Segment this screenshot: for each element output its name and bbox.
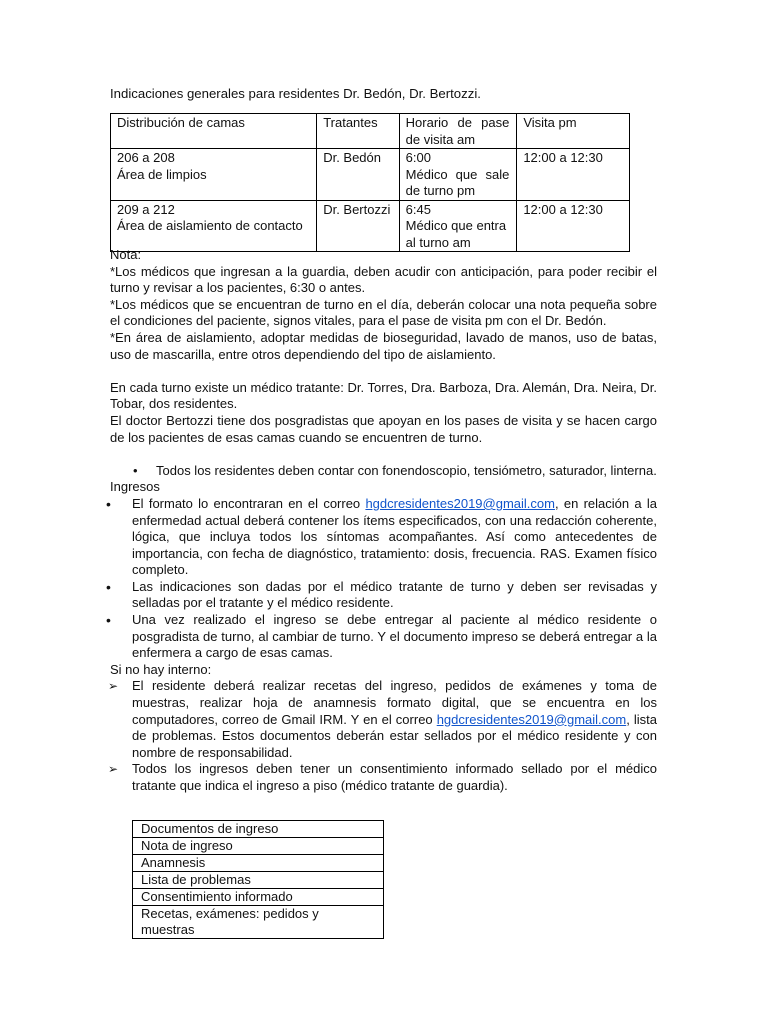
pm-time-cell: 12:00 a 12:30 <box>517 149 630 201</box>
table-header-row <box>111 114 630 149</box>
ingresos-text-b: , en relación a la enfermedad actual deberá contener los ítems especificados, con una redacción coherente, lógica, que incluya todos los síntomas acompañantes. Así como antecedentes de importancia, con fecha de diagnóstico, tratamiento: dosis, frecuencia. RAS. Examen físico completo. <box>132 495 657 578</box>
note-item: *En área de aislamiento, adoptar medidas de bioseguridad, lavado de manos, uso de batas, uso de mascarilla, entre otros dependiendo del tipo de aislamiento. <box>110 329 657 362</box>
doctor-cell: Dr. Bedón <box>317 149 399 201</box>
list-item <box>110 678 657 761</box>
ingresos-heading: Ingresos <box>110 479 160 495</box>
header-beds: Distribución de camas <box>111 114 317 149</box>
arrow-bullet-icon: ➢ <box>108 679 119 694</box>
beds-cell <box>111 149 317 201</box>
email-link[interactable]: hgdcresidentes2019@gmail.com <box>436 711 627 727</box>
note-item: *Los médicos que se encuentran de turno en el día, deberán colocar una nota pequeña sobre el condiciones del paciente, signos vitales, para el pase de visita pm con el Dr. Bedón. <box>110 296 657 329</box>
equipment-item <box>110 463 657 480</box>
header-pm-visit: Visita pm <box>517 114 630 149</box>
doctor-cell: Dr. Bertozzi <box>317 200 399 252</box>
table-row <box>111 149 630 201</box>
no-intranet-text-a: El residente deberá realizar recetas del ingreso, pedidos de exámenes y toma de muestras, realizar hoja de anamnesis formato digital, que se encuentra en los computadores, correo de Gmail IRM. Y en el correo <box>132 678 657 727</box>
list-item <box>106 612 657 662</box>
email-link[interactable]: hgdcresidentes2019@gmail.com <box>365 495 555 511</box>
ingresos-text: Una vez realizado el ingreso se debe entregar al paciente al médico residente o posgradista de turno, al cambiar de turno. Y el documento impreso se deberá entregar a la enfermera a cargo de esas camas. <box>132 612 657 661</box>
ingresos-text-a: El formato lo encontraran en el correo <box>132 495 366 511</box>
note-item: *Los médicos que ingresan a la guardia, deben acudir con anticipación, para poder recibir el turno y revisar a los pacientes, 6:30 o antes. <box>110 263 657 296</box>
pm-time-cell: 12:00 a 12:30 <box>517 200 630 252</box>
bullet-icon: • <box>133 462 138 478</box>
document-title: Indicaciones generales para residentes Dr. Bedón, Dr. Bertozzi. <box>110 86 481 101</box>
table-row <box>111 200 630 252</box>
documents-item: Consentimiento informado <box>133 889 384 906</box>
documents-header: Documentos de ingreso <box>133 821 384 838</box>
no-intranet-text: Todos los ingresos deben tener un consentimiento informado sellado por el médico tratante que indica el ingreso a piso (médico tratante de guardia). <box>132 761 657 793</box>
documents-item: Nota de ingreso <box>133 838 384 855</box>
notes-heading: Nota: <box>110 247 142 262</box>
documents-table <box>132 820 384 939</box>
beds-area: Área de aislamiento de contacto <box>117 218 303 233</box>
paragraph-attending: En cada turno existe un médico tratante: Dr. Torres, Dra. Barboza, Dra. Alemán, Dra. Neira, Dr. Tobar, dos residentes. <box>110 379 657 412</box>
list-item <box>110 761 657 794</box>
beds-range: 206 a 208 <box>117 150 175 165</box>
am-time-cell <box>399 200 517 252</box>
no-intranet-heading: Si no hay interno: <box>110 661 212 677</box>
am-time-note: Médico que entra al turno am <box>405 218 507 250</box>
am-time-note: Médico que sale de turno pm <box>405 166 510 198</box>
header-am-visit: Horario de pase de visita am <box>399 114 517 149</box>
paragraph-bertozzi: El doctor Bertozzi tiene dos posgradistas que apoyan en los pases de visita y se hacen cargo de los pacientes de esas camas cuando se encuentren de turno. <box>110 412 657 445</box>
bullet-icon: • <box>106 578 111 595</box>
beds-cell <box>111 200 317 252</box>
bullet-icon: • <box>106 495 111 512</box>
header-doctors: Tratantes <box>317 114 399 149</box>
beds-area: Área de limpios <box>117 166 207 182</box>
am-time: 6:00 <box>405 150 431 165</box>
no-intranet-text-b: , lista de problemas. Estos documentos deberán estar sellados por el médico residente y con nombre de responsabilidad. <box>132 711 658 760</box>
beds-range: 209 a 212 <box>117 201 175 217</box>
documents-item: Lista de problemas <box>133 872 384 889</box>
beds-table <box>110 113 630 252</box>
documents-item: Recetas, exámenes: pedidos y muestras <box>133 906 384 939</box>
bullet-icon: • <box>106 612 111 629</box>
equipment-text: Todos los residentes deben contar con fonendoscopio, tensiómetro, saturador, linterna. <box>156 462 657 478</box>
ingresos-text: Las indicaciones son dadas por el médico tratante de turno y deben ser revisadas y selladas por el tratante y el médico residente. <box>132 578 657 611</box>
arrow-bullet-icon: ➢ <box>108 762 119 777</box>
am-time-cell <box>399 149 517 201</box>
am-time: 6:45 <box>405 201 431 217</box>
list-item <box>106 578 657 612</box>
documents-item: Anamnesis <box>133 855 384 872</box>
document-body <box>106 247 658 795</box>
list-item <box>106 495 657 579</box>
